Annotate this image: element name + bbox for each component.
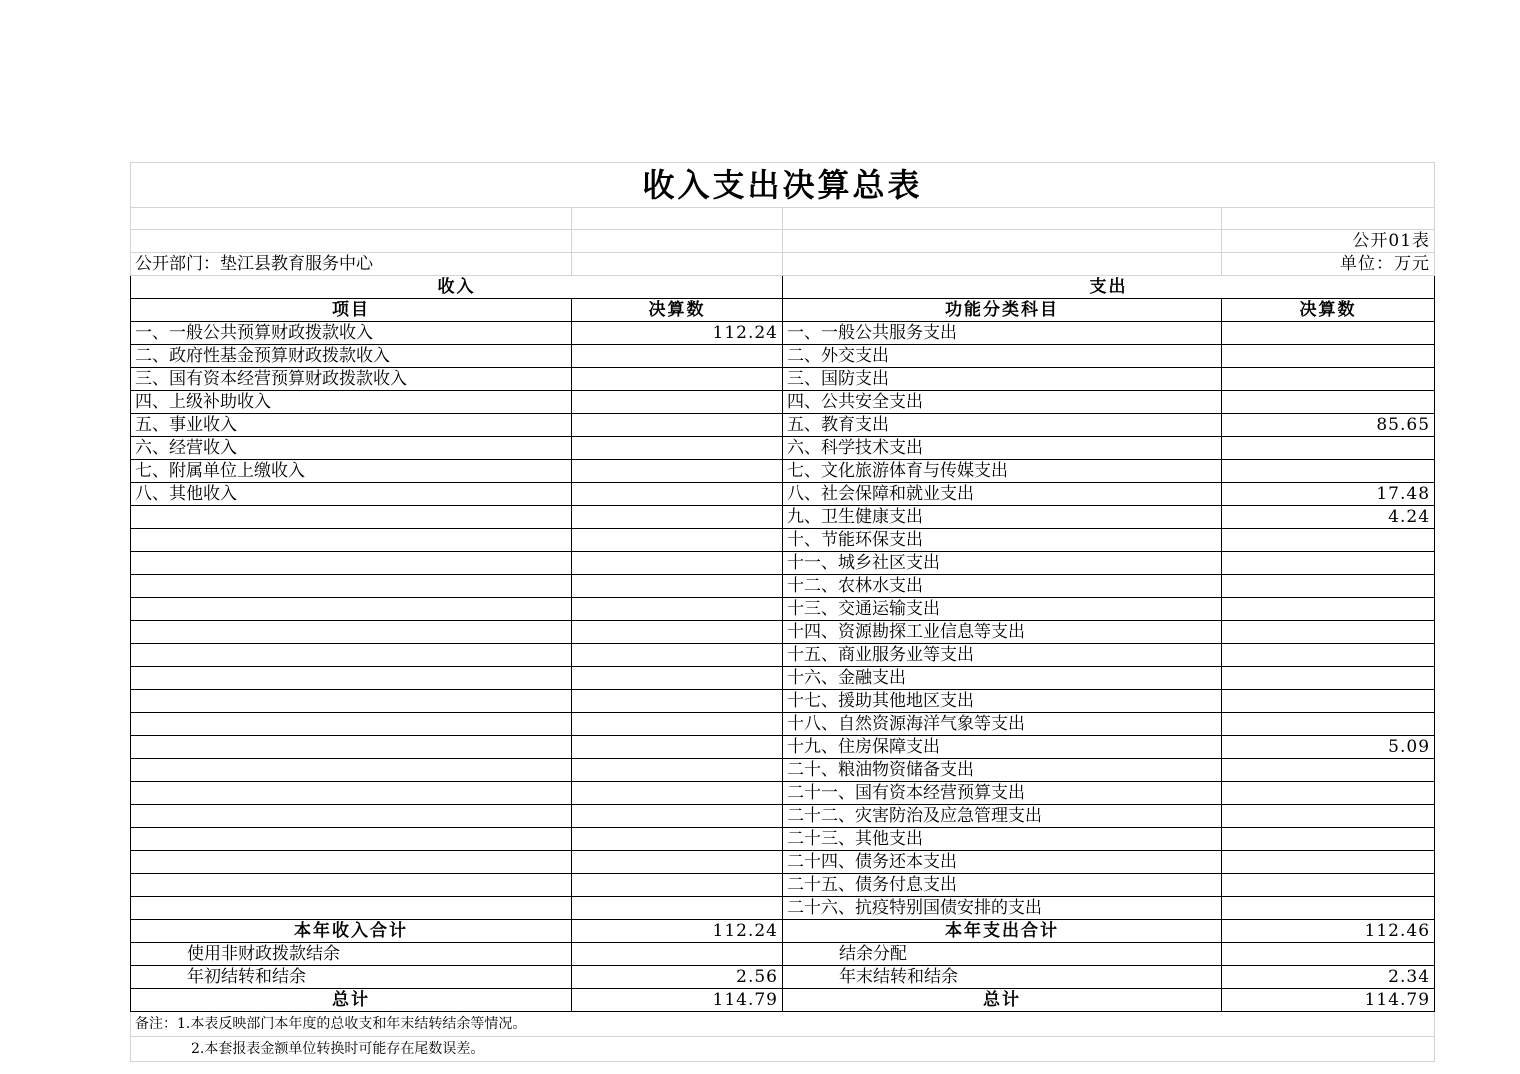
expense-item: 十二、农林水支出 (783, 575, 1222, 598)
table-row (131, 805, 1435, 828)
table-row (131, 368, 1435, 391)
expense-amount (1222, 621, 1435, 644)
balance-row (131, 966, 1435, 989)
table-row (131, 598, 1435, 621)
amount2-column-header: 决算数 (1222, 299, 1435, 322)
grand-total-expense: 114.79 (1222, 989, 1435, 1012)
expense-amount (1222, 782, 1435, 805)
form-no-row (131, 230, 1435, 253)
expense-item: 二十一、国有资本经营预算支出 (783, 782, 1222, 805)
end-balance-label: 年末结转和结余 (783, 966, 1222, 989)
expense-amount (1222, 897, 1435, 920)
title-row (131, 163, 1435, 208)
annual-total-row (131, 920, 1435, 943)
income-item: 七、附属单位上缴收入 (131, 460, 572, 483)
income-item: 八、其他收入 (131, 483, 572, 506)
table-row (131, 529, 1435, 552)
table-row (131, 391, 1435, 414)
expense-amount (1222, 322, 1435, 345)
amount-column-header: 决算数 (572, 299, 783, 322)
expense-amount (1222, 529, 1435, 552)
department-row (131, 253, 1435, 276)
expense-item: 十八、自然资源海洋气象等支出 (783, 713, 1222, 736)
report-sheet (130, 162, 1434, 1062)
table-row (131, 345, 1435, 368)
table-row (131, 575, 1435, 598)
expense-amount (1222, 690, 1435, 713)
table-row (131, 828, 1435, 851)
income-amount (572, 644, 783, 667)
expense-item: 六、科学技术支出 (783, 437, 1222, 460)
blank-row (131, 208, 1435, 230)
income-item (131, 598, 572, 621)
table-row (131, 851, 1435, 874)
expense-item: 二十六、抗疫特别国债安排的支出 (783, 897, 1222, 920)
income-item (131, 736, 572, 759)
income-amount (572, 828, 783, 851)
income-item (131, 782, 572, 805)
income-item (131, 805, 572, 828)
expense-item: 九、卫生健康支出 (783, 506, 1222, 529)
expense-amount: 85.65 (1222, 414, 1435, 437)
unit-label: 单位：万元 (1222, 253, 1435, 276)
expense-amount (1222, 437, 1435, 460)
expense-item: 三、国防支出 (783, 368, 1222, 391)
income-item (131, 713, 572, 736)
expense-amount (1222, 851, 1435, 874)
income-item (131, 874, 572, 897)
income-amount (572, 437, 783, 460)
expense-amount (1222, 552, 1435, 575)
income-item (131, 690, 572, 713)
income-item (131, 644, 572, 667)
grand-total-row (131, 989, 1435, 1012)
begin-balance-label: 年初结转和结余 (131, 966, 572, 989)
income-item (131, 621, 572, 644)
income-amount (572, 345, 783, 368)
table-row (131, 621, 1435, 644)
income-item: 五、事业收入 (131, 414, 572, 437)
table-row (131, 782, 1435, 805)
table-row (131, 552, 1435, 575)
surplus-distribution-value (1222, 943, 1435, 966)
income-item (131, 667, 572, 690)
expense-item: 十、节能环保支出 (783, 529, 1222, 552)
begin-balance-value: 2.56 (572, 966, 783, 989)
surplus-distribution-label: 结余分配 (783, 943, 1222, 966)
expense-amount (1222, 345, 1435, 368)
table-row (131, 322, 1435, 345)
expense-item: 四、公共安全支出 (783, 391, 1222, 414)
income-item (131, 552, 572, 575)
end-balance-value: 2.34 (1222, 966, 1435, 989)
expense-header: 支出 (783, 276, 1435, 299)
expense-amount (1222, 460, 1435, 483)
income-item (131, 851, 572, 874)
grand-total-label-2: 总计 (783, 989, 1222, 1012)
table-row (131, 690, 1435, 713)
expense-total-value: 112.46 (1222, 920, 1435, 943)
table-row (131, 874, 1435, 897)
table-row (131, 506, 1435, 529)
income-item (131, 828, 572, 851)
income-item (131, 529, 572, 552)
column-header-row (131, 299, 1435, 322)
expense-item: 十六、金融支出 (783, 667, 1222, 690)
expense-item: 十七、援助其他地区支出 (783, 690, 1222, 713)
income-amount (572, 690, 783, 713)
grand-total-income: 114.79 (572, 989, 783, 1012)
income-amount (572, 759, 783, 782)
grand-total-label: 总计 (131, 989, 572, 1012)
expense-item: 二十四、债务还本支出 (783, 851, 1222, 874)
income-header: 收入 (131, 276, 783, 299)
report-title: 收入支出决算总表 (131, 163, 1435, 208)
expense-amount (1222, 667, 1435, 690)
income-amount: 112.24 (572, 322, 783, 345)
expense-amount (1222, 828, 1435, 851)
expense-item: 二十、粮油物资储备支出 (783, 759, 1222, 782)
income-amount (572, 414, 783, 437)
expense-amount (1222, 391, 1435, 414)
section-header-row (131, 276, 1435, 299)
nonfiscal-label: 使用非财政拨款结余 (131, 943, 572, 966)
income-amount (572, 460, 783, 483)
income-item: 六、经营收入 (131, 437, 572, 460)
income-amount (572, 851, 783, 874)
expense-amount (1222, 644, 1435, 667)
income-amount (572, 506, 783, 529)
income-amount (572, 897, 783, 920)
nonfiscal-value (572, 943, 783, 966)
income-amount (572, 552, 783, 575)
expense-item: 一、一般公共服务支出 (783, 322, 1222, 345)
income-item (131, 897, 572, 920)
expense-amount (1222, 874, 1435, 897)
expense-amount (1222, 805, 1435, 828)
income-amount (572, 667, 783, 690)
expense-total-label: 本年支出合计 (783, 920, 1222, 943)
table-row (131, 713, 1435, 736)
expense-amount (1222, 759, 1435, 782)
income-amount (572, 391, 783, 414)
expense-item: 二十五、债务付息支出 (783, 874, 1222, 897)
data-rows (131, 322, 1435, 920)
expense-item: 八、社会保障和就业支出 (783, 483, 1222, 506)
income-amount (572, 805, 783, 828)
table-row (131, 483, 1435, 506)
table-row (131, 897, 1435, 920)
income-item: 一、一般公共预算财政拨款收入 (131, 322, 572, 345)
nonfiscal-row (131, 943, 1435, 966)
expense-item: 十一、城乡社区支出 (783, 552, 1222, 575)
expense-item: 二十三、其他支出 (783, 828, 1222, 851)
expense-amount (1222, 368, 1435, 391)
expense-item: 十三、交通运输支出 (783, 598, 1222, 621)
income-item (131, 759, 572, 782)
table-row (131, 667, 1435, 690)
item-column-header: 项目 (131, 299, 572, 322)
income-amount (572, 874, 783, 897)
expense-amount: 17.48 (1222, 483, 1435, 506)
income-amount (572, 598, 783, 621)
income-item: 二、政府性基金预算财政拨款收入 (131, 345, 572, 368)
expense-item: 十五、商业服务业等支出 (783, 644, 1222, 667)
expense-item: 七、文化旅游体育与传媒支出 (783, 460, 1222, 483)
income-amount (572, 529, 783, 552)
expense-item: 十九、住房保障支出 (783, 736, 1222, 759)
table-row (131, 437, 1435, 460)
expense-item: 十四、资源勘探工业信息等支出 (783, 621, 1222, 644)
report-table (130, 162, 1435, 1062)
income-amount (572, 736, 783, 759)
expense-item: 五、教育支出 (783, 414, 1222, 437)
income-amount (572, 483, 783, 506)
expense-amount: 4.24 (1222, 506, 1435, 529)
function-column-header: 功能分类科目 (783, 299, 1222, 322)
expense-amount (1222, 575, 1435, 598)
note-2: 2.本套报表金额单位转换时可能存在尾数误差。 (131, 1037, 1435, 1062)
note-row-1 (131, 1012, 1435, 1037)
expense-amount (1222, 598, 1435, 621)
table-row (131, 414, 1435, 437)
income-total-value: 112.24 (572, 920, 783, 943)
income-item: 四、上级补助收入 (131, 391, 572, 414)
income-total-label: 本年收入合计 (131, 920, 572, 943)
income-item: 三、国有资本经营预算财政拨款收入 (131, 368, 572, 391)
expense-amount: 5.09 (1222, 736, 1435, 759)
income-amount (572, 575, 783, 598)
income-amount (572, 713, 783, 736)
income-item (131, 575, 572, 598)
income-amount (572, 368, 783, 391)
form-number: 公开01表 (1222, 230, 1435, 253)
expense-amount (1222, 713, 1435, 736)
income-item (131, 506, 572, 529)
note-row-2 (131, 1037, 1435, 1062)
note-1: 备注：1.本表反映部门本年度的总收支和年末结转结余等情况。 (131, 1012, 1435, 1037)
table-row (131, 759, 1435, 782)
income-amount (572, 782, 783, 805)
expense-item: 二十二、灾害防治及应急管理支出 (783, 805, 1222, 828)
income-amount (572, 621, 783, 644)
department-label: 公开部门：垫江县教育服务中心 (131, 253, 572, 276)
table-row (131, 644, 1435, 667)
table-row (131, 736, 1435, 759)
table-row (131, 460, 1435, 483)
expense-item: 二、外交支出 (783, 345, 1222, 368)
